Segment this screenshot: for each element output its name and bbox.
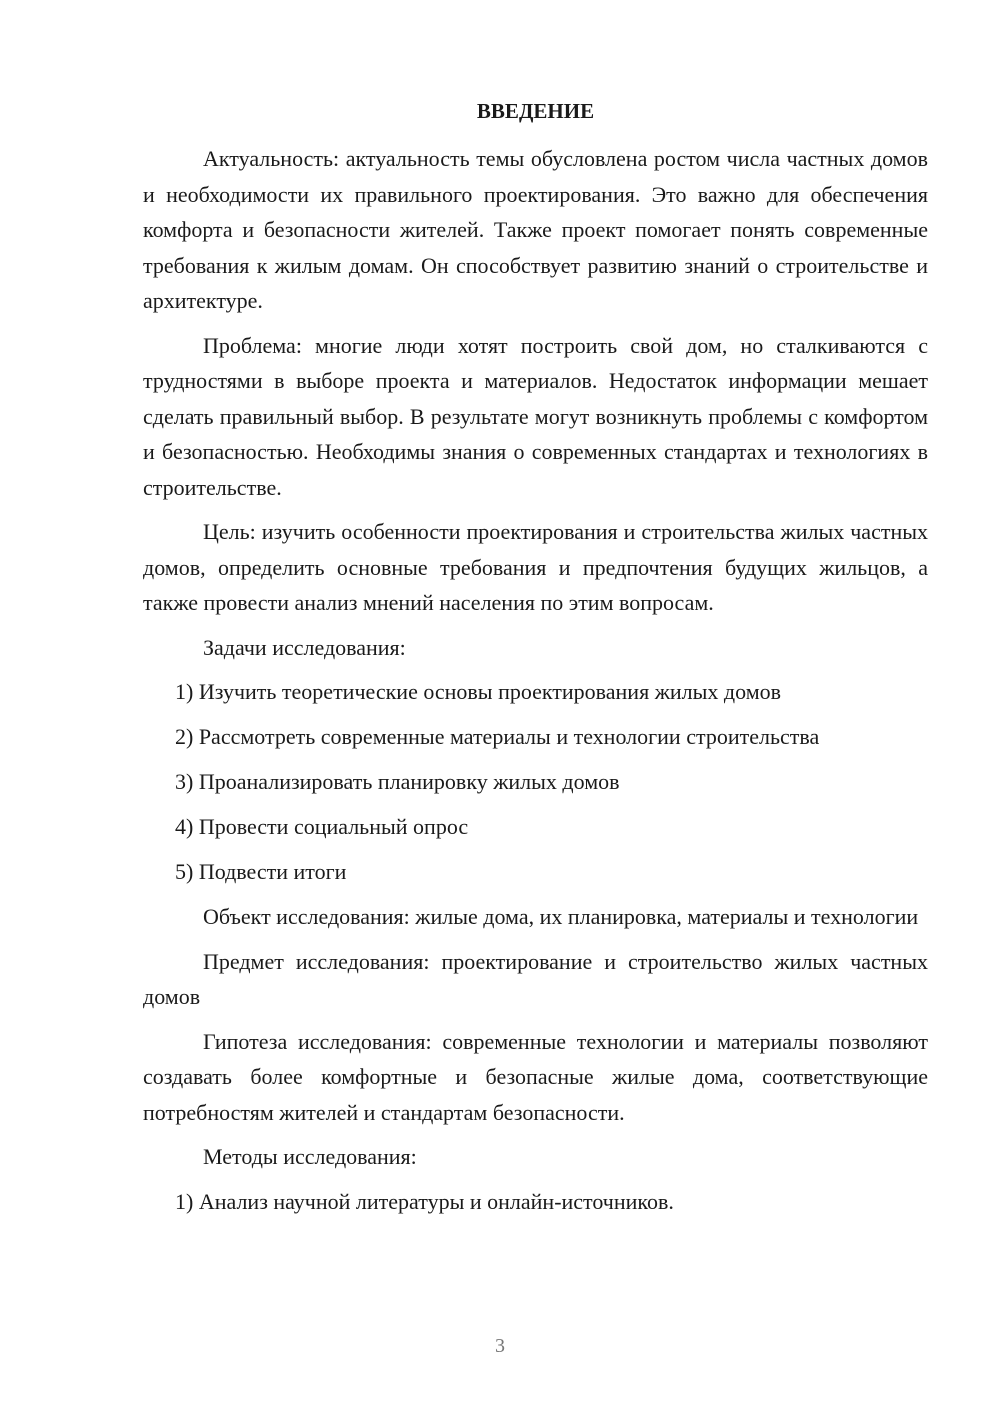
task-item-5: 5) Подвести итоги [175,859,347,884]
page-number: 3 [495,1335,505,1357]
page-title: ВВЕДЕНИЕ [476,99,595,123]
hypothesis-paragraph: Гипотеза исследования: современные технологии и материалы позволяют создавать более комфортные и безопасные жилые дома, соответствующие потребностям жителей и стандартам безопасности. [143,1028,928,1125]
document-body [143,95,928,1229]
relevance-paragraph: Актуальность: актуальность темы обусловлена ростом числа частных домов и необходимости их правильного проектирования. Это важно для обеспечения комфорта и безопасности жителей. Также проект помогает понять современные требования к жилым домам. Он способствует развитию знаний о строительстве и архитектуре. [143,146,928,313]
method-item-1: 1) Анализ научной литературы и онлайн-источников. [175,1188,674,1214]
subject-paragraph: Предмет исследования: проектирование и строительство жилых частных домов [143,948,928,1009]
methods-heading: Методы исследования: [203,1144,417,1169]
tasks-heading: Задачи исследования: [203,634,406,660]
task-item-4: 4) Провести социальный опрос [175,814,469,839]
task-item-3: 3) Проанализировать планировку жилых домов [175,769,620,794]
goal-paragraph: Цель: изучить особенности проектирования и строительства жилых частных домов, определить основные требования и предпочтения будущих жильцов, а также провести анализ мнений населения по этим вопросам. [143,519,928,615]
task-item-1: 1) Изучить теоретические основы проектирования жилых домов [175,679,782,704]
task-item-2: 2) Рассмотреть современные материалы и технологии строительства [175,724,820,749]
object-paragraph: Объект исследования: жилые дома, их планировка, материалы и технологии [203,904,919,929]
problem-paragraph: Проблема: многие люди хотят построить свой дом, но сталкиваются с трудностями в выборе проекта и материалов. Недостаток информации мешает сделать правильный выбор. В результате могут возникнуть проблемы с комфортом и безопасностью. Необходимы знания о современных стандартах и технологиях в строительстве. [143,332,928,500]
